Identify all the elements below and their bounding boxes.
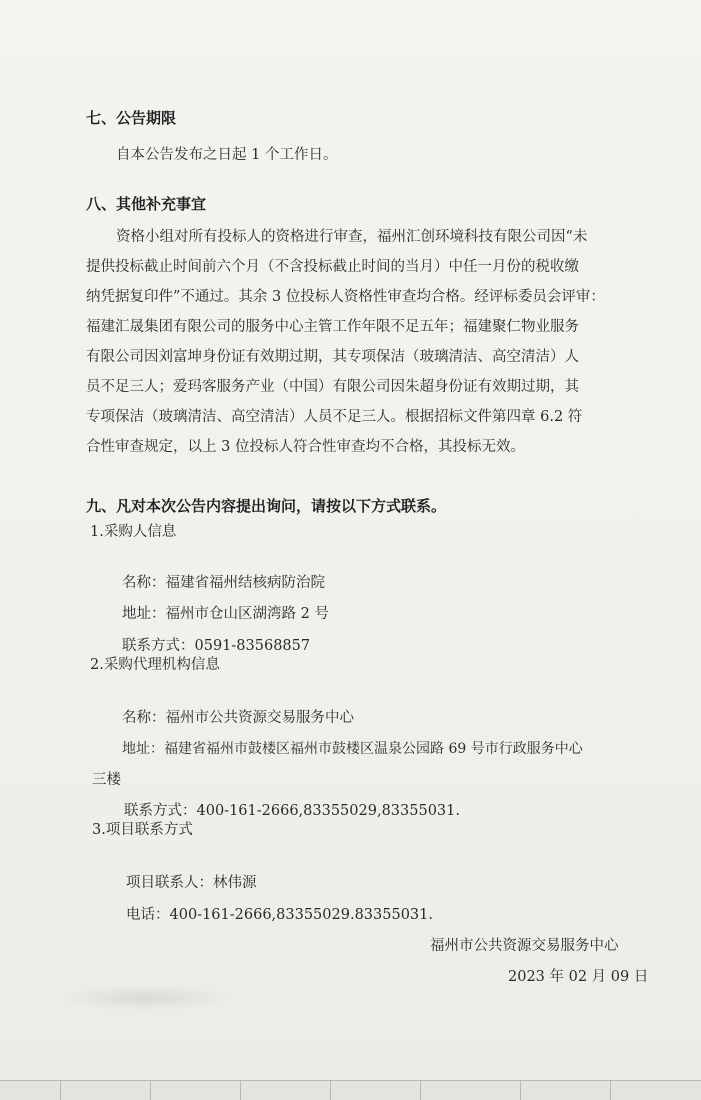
- strip-divider: [520, 1081, 521, 1100]
- agency-address-cont: 三楼: [92, 772, 121, 788]
- strip-divider: [610, 1081, 611, 1100]
- section7-heading: 七、公告期限: [86, 109, 177, 127]
- agency-address: 地址：福建省福州市鼓楼区福州市鼓楼区温泉公园路 69 号市行政服务中心: [122, 741, 583, 757]
- strip-divider: [330, 1081, 331, 1100]
- strip-divider: [420, 1081, 421, 1100]
- section8-line: 员不足三人；爱玛客服务产业（中国）有限公司因朱超身份证有效期过期，其: [86, 379, 579, 395]
- section8-line: 专项保洁（玻璃清洁、高空清洁）人员不足三人。根据招标文件第四章 6.2 符: [86, 409, 583, 425]
- agency-title: 2.采购代理机构信息: [90, 657, 220, 673]
- purchaser-name: 名称：福建省福州结核病防治院: [122, 575, 325, 591]
- section8-line: 资格小组对所有投标人的资格进行审查，福州汇创环境科技有限公司因“未: [116, 229, 588, 245]
- project-phone: 电话：400-161-2666,83355029.83355031.: [126, 907, 433, 923]
- section9-heading: 九、凡对本次公告内容提出询问，请按以下方式联系。: [86, 497, 447, 515]
- section8-body: [86, 222, 634, 462]
- section8-line: 福建汇晟集团有限公司的服务中心主管工作年限不足五年；福建聚仁物业服务: [86, 319, 579, 335]
- section7-body: 自本公告发布之日起 1 个工作日。: [116, 147, 338, 163]
- project-person: 项目联系人：林伟源: [126, 875, 257, 891]
- purchaser-contact: 联系方式：0591-83568857: [122, 638, 311, 654]
- paper-smudge: [60, 985, 230, 1011]
- strip-divider: [60, 1081, 61, 1100]
- agency-name: 名称：福州市公共资源交易服务中心: [122, 710, 354, 726]
- bottom-edge-strip: [0, 1080, 701, 1100]
- purchaser-title: 1.采购人信息: [90, 524, 177, 540]
- section8-line: 有限公司因刘富坤身份证有效期过期，其专项保洁（玻璃清洁、高空清洁）人: [86, 349, 579, 365]
- section8-line: 合性审查规定，以上 3 位投标人符合性审查均不合格，其投标无效。: [86, 439, 525, 455]
- purchaser-address: 地址：福州市仓山区湖湾路 2 号: [122, 606, 329, 622]
- strip-divider: [240, 1081, 241, 1100]
- signature-date: 2023 年 02 月 09 日: [508, 969, 649, 985]
- section8-line: 提供投标截止时间前六个月（不含投标截止时间的当月）中任一月份的税收缴: [86, 259, 579, 275]
- project-title: 3.项目联系方式: [92, 822, 193, 838]
- agency-contact: 联系方式：400-161-2666,83355029,83355031.: [124, 803, 460, 819]
- section8-heading: 八、其他补充事宜: [86, 195, 207, 213]
- strip-divider: [150, 1081, 151, 1100]
- signature-org: 福州市公共资源交易服务中心: [430, 938, 619, 954]
- section8-line: 纳凭据复印件”不通过。其余 3 位投标人资格性审查均合格。经评标委员会评审：: [86, 289, 605, 305]
